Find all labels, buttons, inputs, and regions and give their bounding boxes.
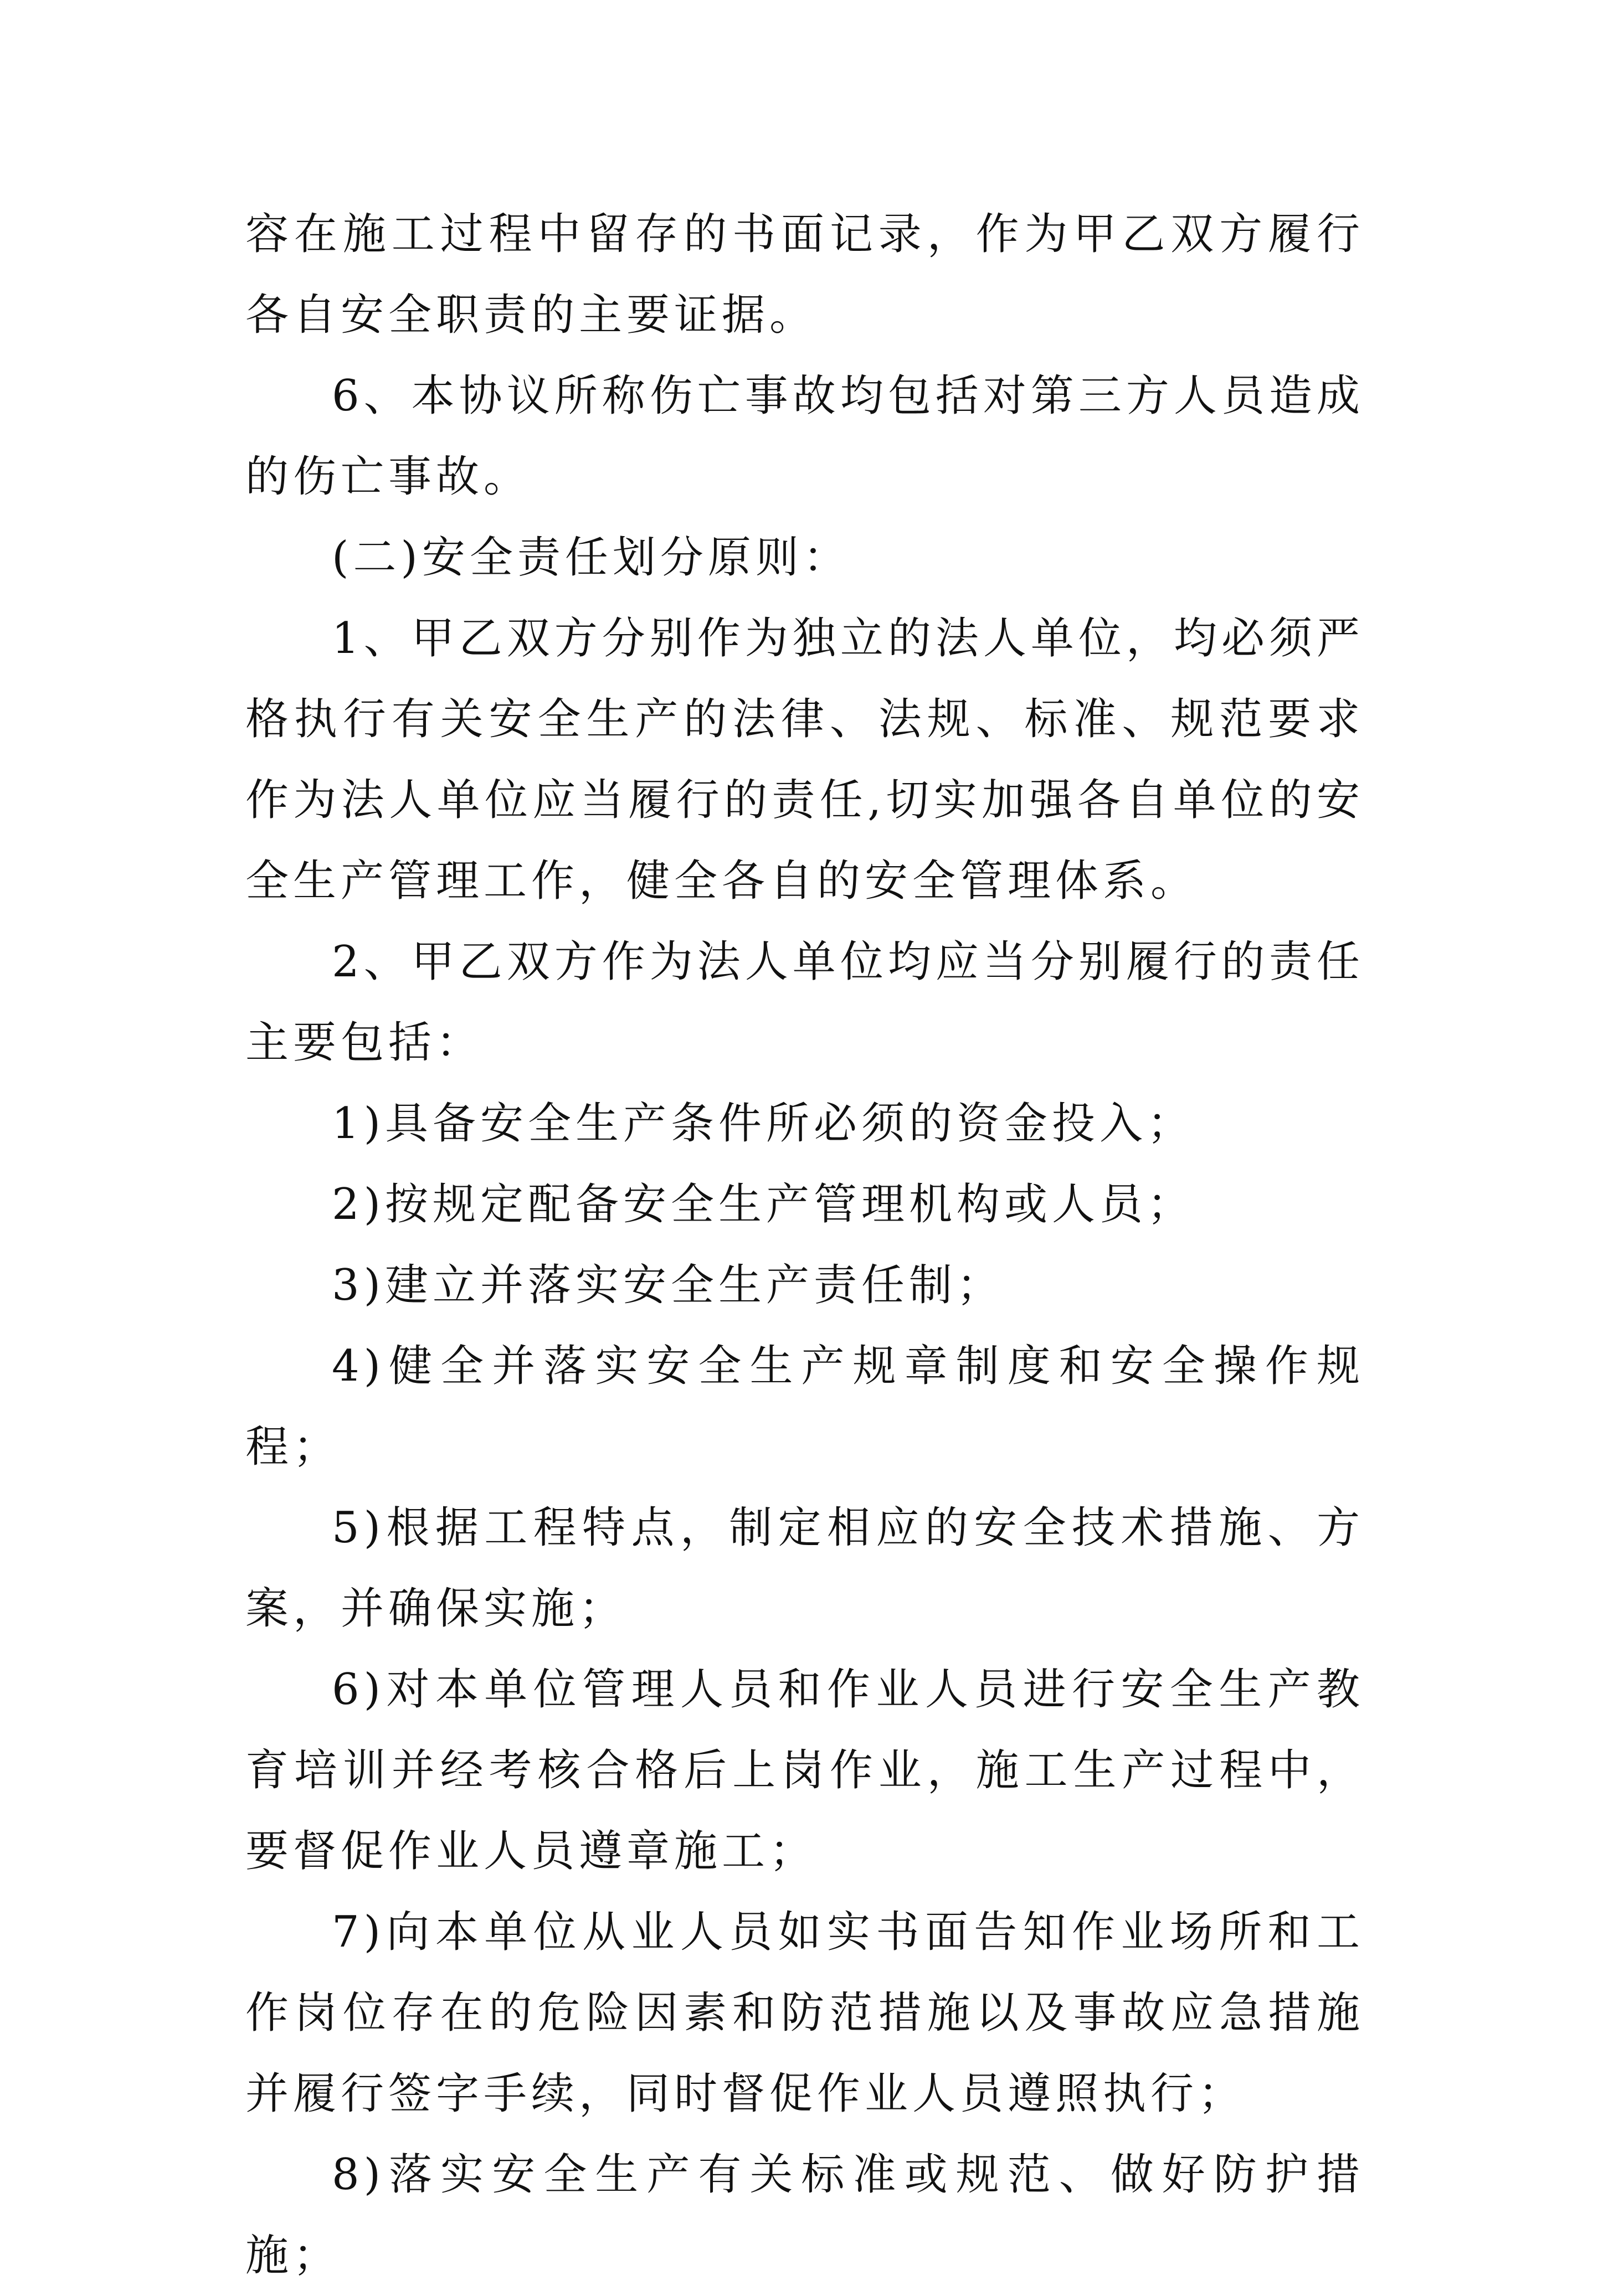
list-item-7: 7)向本单位从业人员如实书面告知作业场所和工作岗位存在的危险因素和防范措施以及事故应急措施并履行签字手续，同时督促作业人员遵照执行； [245,1907,1364,2119]
list-item-1: 1)具备安全生产条件所必须的资金投入； [332,1099,1195,1149]
list-item-8: 8)落实安全生产有关标准或规范、做好防护措施； [245,2150,1364,2280]
paragraph-item-6: 6、本协议所称伤亡事故均包括对第三方人员造成的伤亡事故。 [245,371,1364,502]
section-heading-two: (二)安全责任划分原则： [332,533,851,583]
paragraph-item-2: 2、甲乙双方作为法人单位均应当分别履行的责任主要包括： [245,937,1364,1068]
list-item-4: 4)健全并落实安全生产规章制度和安全操作规程； [245,1341,1364,1472]
list-item-2: 2)按规定配备安全生产管理机构或人员； [332,1180,1195,1229]
paragraph-item-1: 1、甲乙双方分别作为独立的法人单位，均必须严格执行有关安全生产的法律、法规、标准、规范要求作为法人单位应当履行的责任,切实加强各自单位的安全生产管理工作，健全各自的安全管理体系。 [245,614,1364,906]
list-item-5: 5)根据工程特点，制定相应的安全技术措施、方案，并确保实施； [245,1503,1364,1634]
list-item-3: 3)建立并落实安全生产责任制； [332,1260,1005,1310]
list-item-6: 6)对本单位管理人员和作业人员进行安全生产教育培训并经考核合格后上岗作业，施工生产过程中，要督促作业人员遵章施工； [245,1665,1364,1876]
document-body [245,194,1364,2296]
paragraph-continuation: 容在施工过程中留存的书面记录，作为甲乙双方履行各自安全职责的主要证据。 [245,209,1364,340]
